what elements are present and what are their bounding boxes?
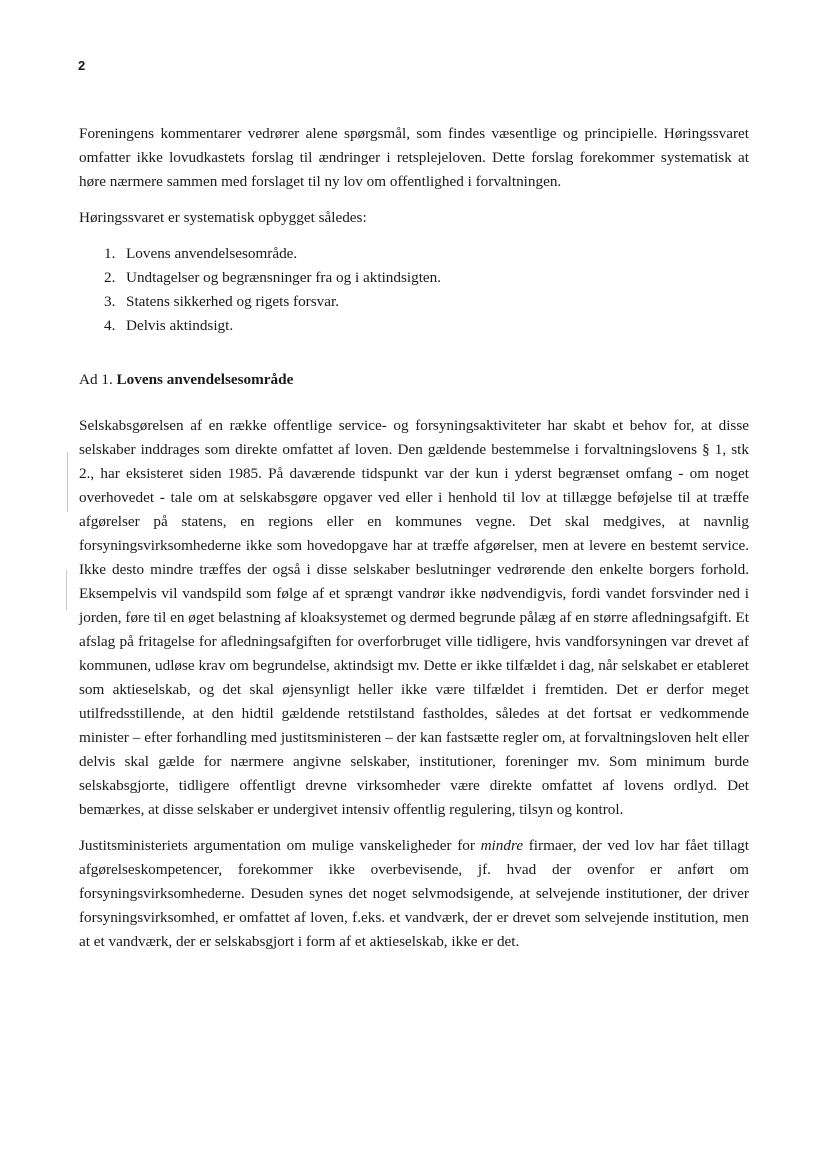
paragraph-text: firmaer, der ved lov har fået tillagt afgørelseskompetencer, forekommer ikke overbevisende, jf. hvad der ovenfor er anført om forsyningsvirksomhederne. Desuden synes det noget selvmodsigende, at selvejende institutioner, der driver forsyningsvirksomhed, er omfattet af loven, f.eks. et vandværk, der er drevet som selvejende institution, men at et vandværk, der er selskabsgjort i form af et aktieselskab, ikke er det. xyxy=(79,837,749,950)
outline-item-number: 4. xyxy=(104,317,116,334)
outline-item-text: Lovens anvendelsesområde. xyxy=(126,245,298,262)
outline-item-number: 3. xyxy=(104,293,116,310)
emphasis-text: mindre xyxy=(480,837,524,854)
structure-lead: Høringssvaret er systematisk opbygget således: xyxy=(79,209,367,226)
section-heading-title: Lovens anvendelsesområde xyxy=(116,371,294,388)
outline-item-text: Delvis aktindsigt. xyxy=(126,317,234,334)
page-number: 2 xyxy=(78,58,86,73)
outline-item-text: Statens sikkerhed og rigets forsvar. xyxy=(126,293,340,310)
outline-item-text: Undtagelser og begrænsninger fra og i aktindsigten. xyxy=(126,269,442,286)
paragraph-text: Justitsministeriets argumentation om mulige vanskeligheder for xyxy=(79,837,481,854)
section-heading-prefix: Ad 1. xyxy=(79,371,113,388)
section-paragraph-1: Selskabsgørelsen af en række offentlige service- og forsyningsaktiviteter har skabt et behov for, at disse selskaber inddrages som direkte omfattet af loven. Den gældende bestemmelse i forvaltningslovens § 1, stk 2., har eksisteret siden 1985. På daværende tidspunkt var der kun i yderst begrænset omfang - om noget overhovedet - tale om at selskabsgøre opgaver ved eller i henhold til lov at tillægge beføjelse til at træffe afgørelser på statens, en regions eller en kommunes vegne. Det skal medgives, at navnlig forsyningsvirksomhederne ikke som hovedopgave har at træffe afgørelser, men at levere en bestemt service. Ikke desto mindre træffes der også i disse selskaber beslutninger vedrørende den enkelte borgers forhold. Eksempelvis vil vandspild som følge af et sprængt vandrør ikke nødvendigvis, fordi vandet forsvinder ned i jorden, føre til en øget belastning af kloaksystemet og dermed begrunde pålæg af en større afledningsafgift. Et afslag på fritagelse for afledningsafgiften for overforbruget ville tidligere, hvis vandforsyningen var drevet af kommunen, udløse krav om begrundelse, aktindsigt mv. Dette er ikke tilfældet i dag, når selskabet er etableret som aktieselskab, og det skal øjensynligt heller ikke være tilfældet i fremtiden. Det er derfor meget utilfredsstillende, at den hidtil gældende retstilstand fastholdes, således at det fortsat er vedkommende minister – efter forhandling med justitsministeren – der kan fastsætte regler om, at forvaltningsloven helt eller delvis skal gælde for nærmere angivne selskaber, institutioner, foreninger mv. Som minimum burde selskabsgjorte, tidligere offentligt drevne virksomheder være direkte omfattet af lovens ordlyd. Det bemærkes, at disse selskaber er undergivet intensiv offentlig regulering, tilsyn og kontrol. xyxy=(79,417,749,818)
outline-item xyxy=(79,266,749,290)
intro-paragraph: Foreningens kommentarer vedrører alene spørgsmål, som findes væsentlige og principielle. Høringssvaret omfatter ikke lovudkastets forslag til ændringer i retsplejeloven. Dette forslag forekommer systematisk at høre nærmere sammen med forslaget til ny lov om offentlighed i forvaltningen. xyxy=(79,125,749,190)
scan-margin-mark xyxy=(67,452,68,512)
section-heading xyxy=(79,368,749,392)
scan-margin-mark xyxy=(66,570,67,610)
outline-item-number: 2. xyxy=(104,269,116,286)
outline-item xyxy=(79,290,749,314)
outline-list xyxy=(79,242,749,338)
outline-item xyxy=(79,242,749,266)
outline-item xyxy=(79,314,749,338)
document-body xyxy=(79,122,749,954)
section-paragraph-2 xyxy=(79,834,749,954)
outline-item-number: 1. xyxy=(104,245,116,262)
